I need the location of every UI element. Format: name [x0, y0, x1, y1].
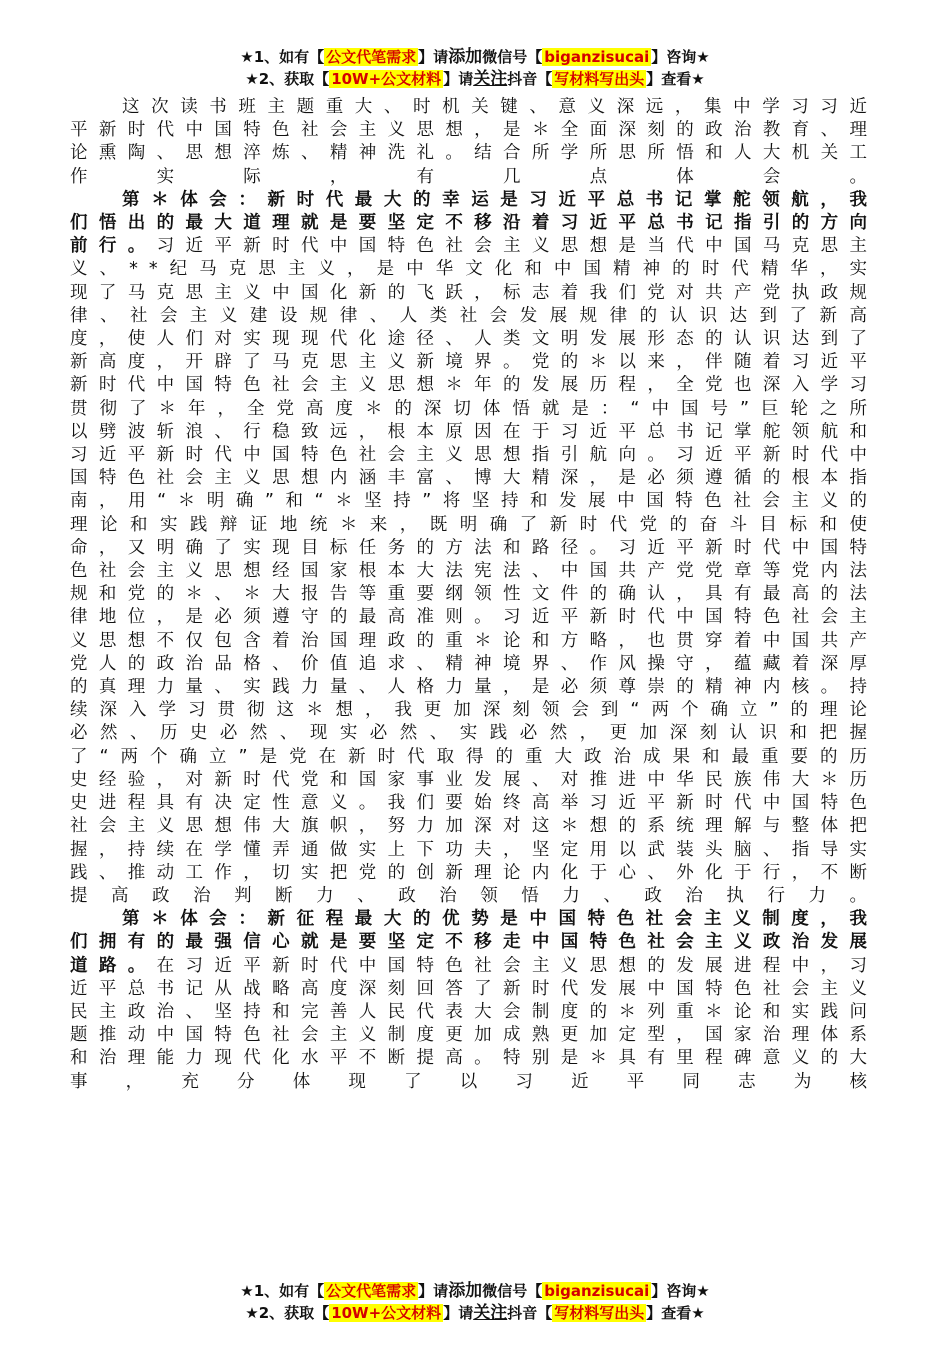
highlight-wechat-id: biganzisucai: [544, 1282, 650, 1300]
notice-text: 】请: [418, 48, 449, 66]
notice-emphasis: 关注: [473, 1303, 508, 1323]
notice-text: 】查看★: [646, 1304, 705, 1322]
section-2-heading: 第＊体会：新征程最大的优势是中国特色社会主义制度，我们拥有的最强信心就是要坚定不移走中国特色社会主义政治发展道路。: [70, 909, 878, 976]
notice-text: 抖音【: [507, 70, 553, 88]
notice-emphasis: 关注: [473, 69, 508, 89]
notice-text: 】请: [443, 1304, 474, 1322]
section-1-paragraph: [70, 189, 878, 908]
notice-emphasis: 添加: [448, 1281, 483, 1301]
notice-text: 】咨询★: [651, 1282, 710, 1300]
notice-line-2: [0, 1302, 950, 1324]
section-1-heading: 第＊体会：新时代最大的幸运是习近平总书记掌舵领航，我们悟出的最大道理就是要坚定不移沿着习近平总书记指引的方向前行。: [70, 189, 878, 257]
highlight-service: 公文代笔需求: [326, 48, 417, 66]
notice-text: 抖音【: [507, 1304, 553, 1322]
notice-text: ★2、获取【: [245, 70, 330, 88]
highlight-wechat-id: biganzisucai: [544, 48, 650, 66]
notice-emphasis: 添加: [448, 47, 483, 67]
highlight-douyin-account: 写材料写出头: [554, 1304, 645, 1322]
notice-line-1: [0, 46, 950, 68]
highlight-douyin-account: 写材料写出头: [554, 70, 645, 88]
notice-text: 微信号【: [482, 1282, 543, 1300]
notice-text: ★1、如有【: [240, 1282, 325, 1300]
notice-text: 】咨询★: [651, 48, 710, 66]
header-notice: [0, 46, 950, 90]
highlight-service: 公文代笔需求: [326, 1282, 417, 1300]
section-2-text: 在习近平新时代中国特色社会主义思想的发展进程中，习近平总书记从战略高度深刻回答了新时代发展中国特色社会主义民主政治、坚持和完善人民代表大会制度的＊列重＊论和实践问题推动中国特色社会主义制度更加成熟更加定型，国家治理体系和治理能力现代化水平不断提高。特别是＊具有里程碑意义的大事，充分体现了以习近平同志为核: [70, 955, 879, 1092]
notice-text: 】查看★: [646, 70, 705, 88]
document-body: [70, 96, 878, 1094]
notice-text: ★2、获取【: [245, 1304, 330, 1322]
highlight-materials: 10W+公文材料: [331, 1304, 442, 1322]
notice-text: ★1、如有【: [240, 48, 325, 66]
section-2-paragraph: [70, 908, 878, 1094]
section-1-text: 习近平新时代中国特色社会主义思想是当代中国马克思主义、**纪马克思主义，是中华文化和中国精神的时代精华，实现了马克思主义中国化新的飞跃，标志着我们党对共产党执政规律、社会主义建设规律、人类社会发展规律的认识达到了新高度，使人们对实现现代化途径、人类文明发展形态的认识达到了新高度，开辟了马克思主义新境界。党的＊以来，伴随着习近平新时代中国特色社会主义思想＊年的发展历程，全党也深入学习贯彻了＊年，全党高度＊的深切体悟就是：“中国号”巨轮之所以劈波斩浪、行稳致远，根本原因在于习近平总书记掌舵领航和习近平新时代中国特色社会主义思想指引航向。习近平新时代中国特色社会主义思想内涵丰富、博大精深，是必须遵循的根本指南，用“＊明确”和“＊坚持”将坚持和发展中国特色社会主义的理论和实践辩证地统＊来，既明确了新时代党的奋斗目标和使命，又明确了实现目标任务的方法和路径。习近平新时代中国特色社会主义思想经国家根本大法宪法、中国共产党党章等党内法规和党的＊、＊大报告等重要纲领性文件的确认，具有最高的法律地位，是必须遵守的最高准则。习近平新时代中国特色社会主义思想不仅包含着治国理政的重＊论和方略，也贯穿着中国共产党人的政治品格、价值追求、精神境界、作风操守，蕴藏着深厚的真理力量、实践力量、人格力量，是必须尊崇的精神内核。持续深入学习贯彻这＊想，我更加深刻领会到“两个确立”的理论必然、历史必然、现实必然、实践必然，更加深刻认识和把握了“两个确立”是党在新时代取得的重大政治成果和最重要的历史经验，对新时代党和国家事业发展、对推进中华民族伟大＊历史进程具有决定性意义。我们要始终高举习近平新时代中国特色社会主义思想伟大旗帜，努力加深对这＊想的系统理解与整体把握，持续在学懂弄通做实上下功夫，坚定用以武装头脑、指导实践、推动工作，切实把党的创新理论内化于心、外化于行，不断提高政治判断力、政治领悟力、政治执行力。: [70, 236, 879, 906]
notice-text: 】请: [418, 1282, 449, 1300]
intro-paragraph: 这次读书班主题重大、时机关键、意义深远，集中学习习近平新时代中国特色社会主义思想，是＊全面深刻的政治教育、理论熏陶、思想淬炼、精神洗礼。结合所学所思所悟和人大机关工作实际，有几点体会。: [70, 97, 878, 187]
notice-line-1: [0, 1280, 950, 1302]
notice-text: 微信号【: [482, 48, 543, 66]
notice-text: 】请: [443, 70, 474, 88]
highlight-materials: 10W+公文材料: [331, 70, 442, 88]
notice-line-2: [0, 68, 950, 90]
footer-notice: [0, 1280, 950, 1324]
